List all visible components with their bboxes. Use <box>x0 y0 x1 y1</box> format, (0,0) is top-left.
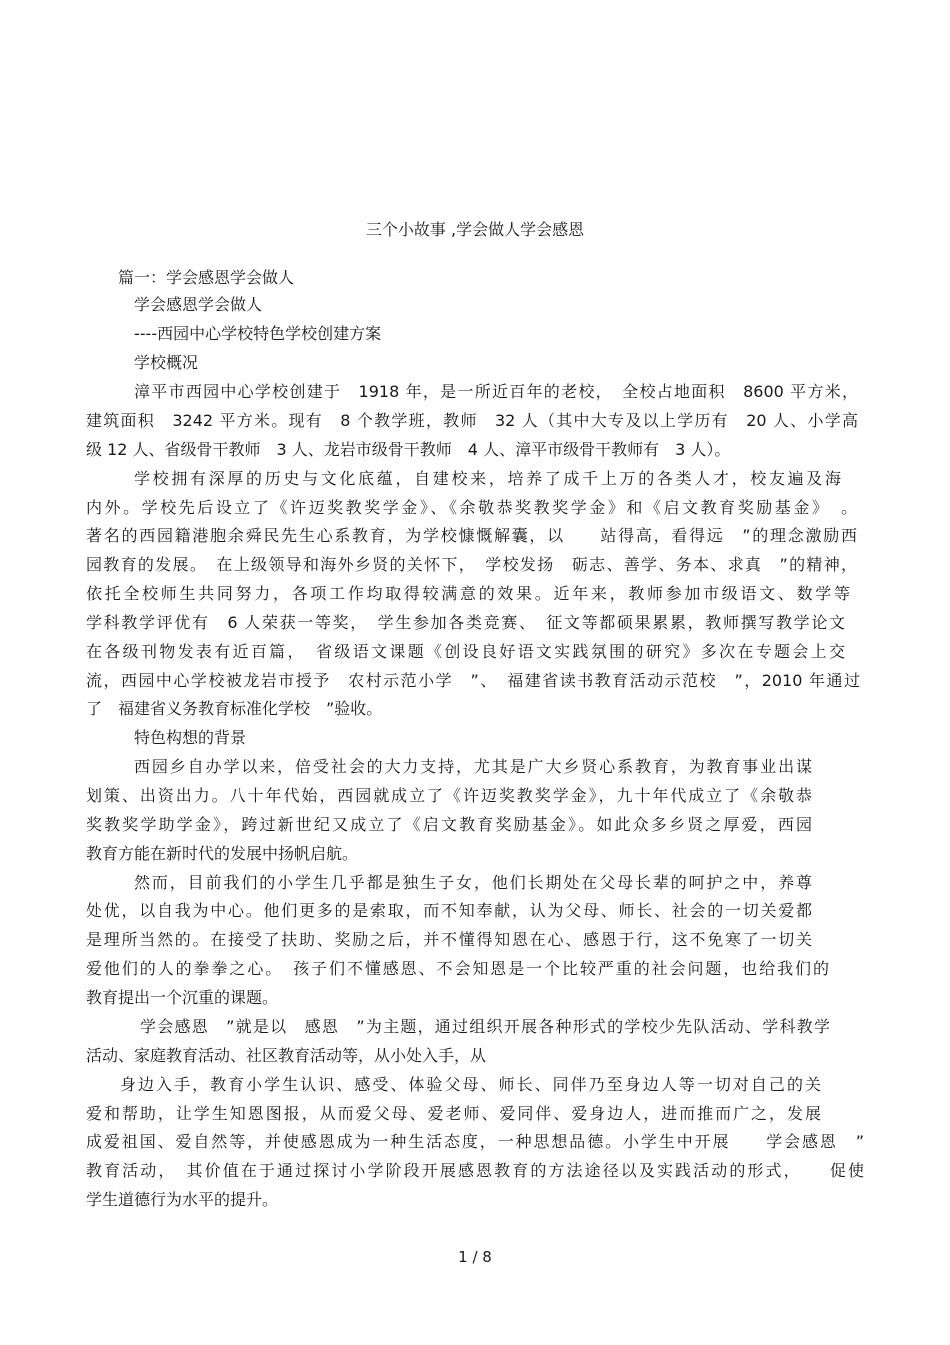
paragraph-line: 爱他们的人的拳拳之心。 孩子们不懂感恩、不会知恩是一个比较严重的社会问题，也给我们的 <box>86 959 829 978</box>
paragraph-line: 教育活动， 其价值在于通过探讨小学阶段开展感恩教育的方法途径以及实践活动的形式， 促使 <box>86 1161 864 1180</box>
paragraph-line: 学校拥有深厚的历史与文化底蕴，自建校来，培养了成千上万的各类人才，校友遍及海 <box>134 469 841 488</box>
paragraph-line: 漳平市西园中心学校创建于 1918 年，是一所近百年的老校， 全校占地面积 8600 平方米， <box>134 382 858 401</box>
subtitle: 学会感恩学会做人 <box>134 295 263 314</box>
paragraph-line: 依托全校师生共同努力，各项工作均取得较满意的效果。近年来，教师参加市级语文、数学等 <box>86 584 850 603</box>
page-number: 1 / 8 <box>458 1248 492 1266</box>
section-heading-background: 特色构想的背景 <box>134 728 247 747</box>
paragraph-line: 活动、家庭教育活动、社区教育活动等，从小处入手，从 <box>86 1046 487 1065</box>
paragraph-line: 学会感恩 ”就是以 感恩 ”为主题，通过组织开展各种形式的学校少先队活动、学科教学 <box>140 1017 830 1036</box>
paragraph-line: 身边入手，教育小学生认识、感受、体验父母、师长、同伴乃至身边人等一切对自己的关 <box>120 1075 821 1094</box>
paragraph-line: 然而，目前我们的小学生几乎都是独生子女，他们长期处在父母长辈的呵护之中，养尊 <box>134 873 812 892</box>
paragraph-line: 在各级刊物发表有近百篇， 省级语文课题《创设良好语文实践氛围的研究》多次在专题会上交 <box>86 642 845 661</box>
paragraph-line: 建筑面积 3242 平方米。现有 8 个教学班，教师 32 人（其中大专及以上学历有 20 人、小学高 <box>86 411 858 430</box>
paragraph-line: 教育方能在新时代的发展中扬帆启航。 <box>86 844 359 863</box>
paragraph-line: 学生道德行为水平的提升。 <box>86 1190 279 1209</box>
paragraph-line: 级 12 人、省级骨干教师 3 人、龙岩市级骨干教师 4 人、漳平市级骨干教师有 3 人）。 <box>86 440 731 459</box>
scheme-title: ----西园中心学校特色学校创建方案 <box>134 324 382 343</box>
paragraph-line: 划策、出资出力。八十年代始，西园就成立了《许迈奖教奖学金》，九十年代成立了《余敬恭 <box>86 786 812 805</box>
section-heading-part-one: 篇一：学会感恩学会做人 <box>118 268 295 287</box>
paragraph-line: 著名的西园籍港胞余舜民先生心系教育，为学校慷慨解囊，以 站得高，看得远 ”的理念激励西 <box>86 526 857 545</box>
paragraph-line: 教育提出一个沉重的课题。 <box>86 988 279 1007</box>
paragraph-line: 西园乡自办学以来，倍受社会的大力支持，尤其是广大乡贤心系教育，为教育事业出谋 <box>134 757 812 776</box>
paragraph-line: 是理所当然的。在接受了扶助、奖励之后，并不懂得知恩在心、感恩于行，这不免寒了一切关 <box>86 930 812 949</box>
paragraph-line: 内外。学校先后设立了《许迈奖教奖学金》、《余敬恭奖教奖学金》和《启文教育奖励基金》 。 <box>86 498 857 517</box>
paragraph-line: 了 福建省义务教育标准化学校 ”验收。 <box>86 699 383 718</box>
section-heading-overview: 学校概况 <box>134 353 199 372</box>
paragraph-line: 奖教奖学助学金》，跨过新世纪又成立了《启文教育奖励基金》。如此众多乡贤之厚爱，西园 <box>86 815 812 834</box>
document-title: 三个小故事 ,学会做人学会感恩 <box>365 220 585 239</box>
paragraph-line: 园教育的发展。 在上级领导和海外乡贤的关怀下， 学校发扬 砺志、善学、务本、求真 ”的精神， <box>86 555 857 574</box>
paragraph-line: 处优，以自我为中心。他们更多的是索取，而不知奉献，认为父母、师长、社会的一切关爱都 <box>86 901 812 920</box>
paragraph-line: 流，西园中心学校被龙岩市授予 农村示范小学 ”、 福建省读书教育活动示范校 ”，2010 年通过 <box>86 671 860 690</box>
paragraph-line: 学科教学评优有 6 人荣获一等奖， 学生参加各类竞赛、 征文等都硕果累累，教师撰写教学论文 <box>86 613 845 632</box>
paragraph-line: 爱和帮助，让学生知恩图报，从而爱父母、爱老师、爱同伴、爱身边人，进而推而广之，发展 <box>86 1104 821 1123</box>
paragraph-line: 成爱祖国、爱自然等，并使感恩成为一种生活态度，一种思想品德。小学生中开展 学会感恩 ” <box>86 1132 864 1151</box>
